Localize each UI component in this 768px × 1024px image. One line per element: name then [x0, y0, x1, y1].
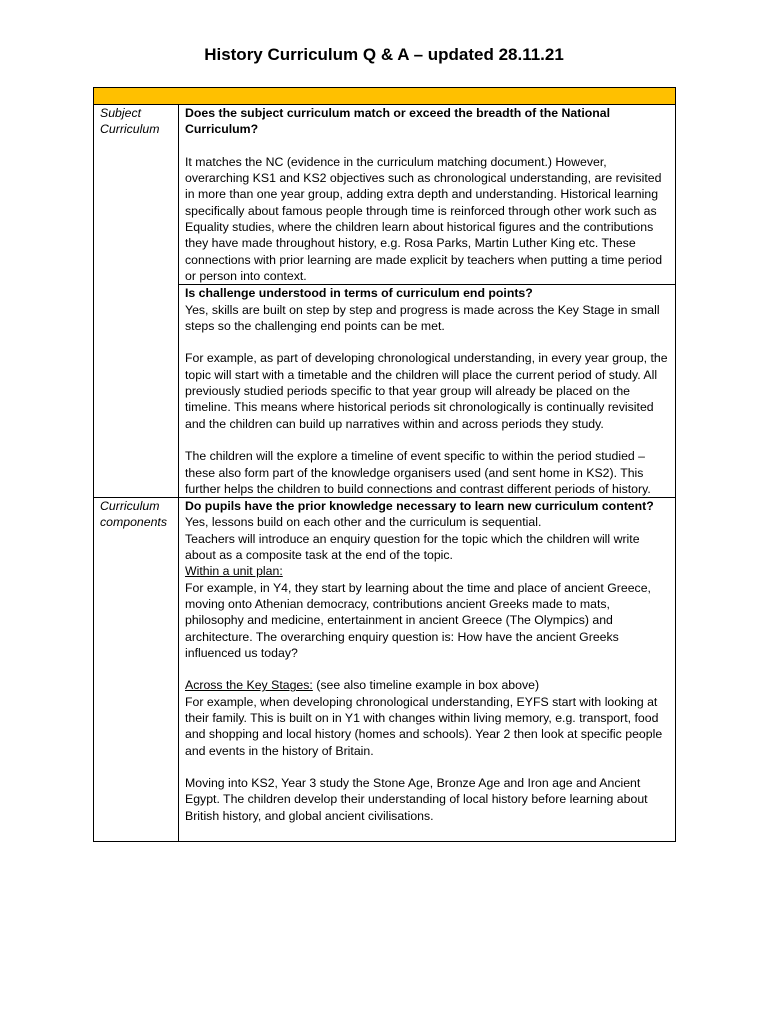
qa-cell-prior-knowledge — [179, 498, 676, 842]
row-label-curriculum-components: Curriculum components — [94, 498, 179, 842]
table-row — [94, 285, 676, 498]
qa-table — [93, 87, 676, 842]
subheading-key-stages-line — [185, 677, 669, 693]
answer-paragraph: Moving into KS2, Year 3 study the Stone Age, Bronze Age and Iron age and Ancient Egypt. The children develop their understanding of local history before learning about British history, and global ancient civilisations. — [185, 776, 648, 823]
question-text: Does the subject curriculum match or exceed the breadth of the National Curriculum? — [185, 106, 611, 137]
row-label-subject-curriculum: Subject Curriculum — [94, 105, 179, 498]
subheading-key-stages: Across the Key Stages: — [185, 678, 313, 693]
header-bar-cell — [94, 88, 676, 105]
question-text: Do pupils have the prior knowledge necessary to learn new curriculum content? — [185, 499, 654, 514]
document-title: History Curriculum Q & A – updated 28.11.21 — [204, 45, 564, 64]
answer-paragraph: The children will the explore a timeline of event specific to within the period studied – these also form part of the knowledge organisers used (and sent home in KS2). This further helps the children to build connections and contrast different periods of history. — [185, 449, 651, 496]
answer-paragraph: For example, in Y4, they start by learning about the time and place of ancient Greece, moving onto Athenian democracy, contributions ancient Greeks made to mats, philosophy and medicine, entertainment in ancient Greece (The Olympics) and architecture. The overarching enquiry question is: How have the ancient Greeks influenced us today? — [185, 580, 651, 660]
answer-paragraph: It matches the NC (evidence in the curriculum matching document.) However, overarching KS1 and KS2 objectives such as chronological understanding, are revisited in more than one year group, adding extra depth and understanding. Historical learning specifically about famous people through time is reinforced through other work such as Equality studies, where the children learn about historical figures and the contributions they have made throughout history, e.g. Rosa Parks, Martin Luther King etc. These connections with prior learning are made explicit by teachers when putting a time period or person into context. — [185, 154, 663, 283]
answer-paragraph: For example, as part of developing chronological understanding, in every year group, the topic will start with a timetable and the children will place the current period of study. All previously studied periods specific to that year group will already be placed on the timeline. This means where historical periods sit chronologically is continually revisited and the children can build up narratives within and across periods they study. — [185, 351, 668, 431]
table-row — [94, 105, 676, 285]
answer-paragraph: Yes, lessons build on each other and the curriculum is sequential. — [185, 515, 542, 530]
subheading-key-stages-note: (see also timeline example in box above) — [312, 678, 540, 693]
qa-cell-breadth — [179, 105, 676, 285]
answer-paragraph: Teachers will introduce an enquiry question for the topic which the children will write about as a composite task at the end of the topic. — [185, 531, 640, 563]
table-header-bar — [94, 88, 676, 105]
answer-paragraph: For example, when developing chronological understanding, EYFS start with looking at their family. This is built on in Y1 with changes within living memory, e.g. transport, food and shopping and local history (homes and schools). Year 2 then look at specific people and events in the history of Britain. — [185, 694, 663, 758]
subheading-unit-plan: Within a unit plan: — [185, 564, 283, 579]
answer-paragraph: Yes, skills are built on step by step and progress is made across the Key Stage in small steps so the challenging end points can be met. — [185, 302, 660, 333]
question-text: Is challenge understood in terms of curriculum end points? — [185, 286, 533, 301]
qa-cell-challenge — [179, 285, 676, 498]
table-row — [94, 498, 676, 842]
